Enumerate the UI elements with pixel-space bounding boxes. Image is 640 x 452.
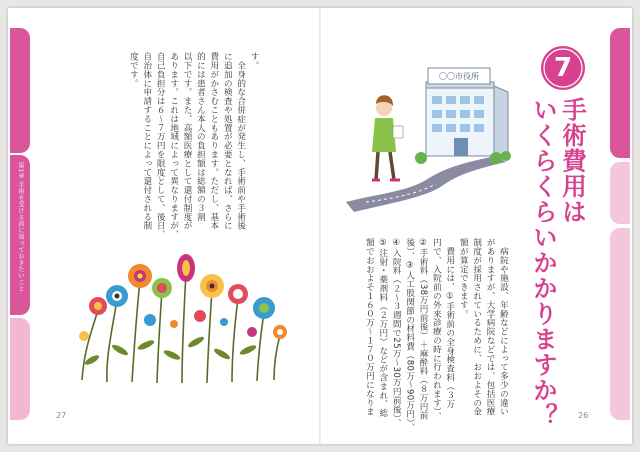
left-line: あります。これは地域によって異なりますが、 [168,52,179,239]
right-tab-bottom [610,228,630,420]
flower-illustration [62,250,292,390]
left-line: 的には患者さん本人の負担額は総額の３割 [195,52,206,222]
book-gutter [319,8,321,444]
chapter-caption: 第1章 手術を受ける前に知っておきたいこと [17,162,24,293]
right-body-text [362,238,509,432]
city-hall-sign: 〇〇市役所 [439,72,479,81]
page-number-left: 27 [56,411,67,420]
left-line: 自己負担分は６〜７万円を限度として、後日、 [155,52,166,239]
right-line: がありますが、大学病院などでは、包括医療 [485,238,496,416]
page-number-right: 26 [578,411,589,420]
right-line: ⑤注射・薬剤料（２万円）などが含まれ、総 [377,238,388,418]
section-number: 7 [553,53,573,83]
heading-line: 手術費用は [559,97,588,225]
right-line: ②手術料（38万円前後）＋麻酔料（８万円前 [418,238,429,421]
right-line: 額でおおよそ１６０万〜１７０万円になりま [364,238,375,416]
left-tab-top [10,28,30,153]
left-tab-bottom [10,318,30,420]
left-line: 度です。 [128,52,139,88]
left-line: に追加の検査や処置が必要となれば、さらに [222,52,233,230]
left-line: 以下です。また、高額医療として還付制度が [182,52,193,230]
right-line: 後）、③人工股関節の材料費（80万〜90万円）、 [404,238,415,432]
left-line: 自治体に申請することによって還付される制 [141,52,152,230]
right-line: 病院や施設、年齢などによって多少の違い [498,238,509,416]
right-line: 制度が採用されているために、おおよその金 [471,238,482,416]
right-tab-mid [610,162,630,224]
left-line: 全身的な合併症が発生し、手術前や手術後 [235,52,246,230]
right-line: ④入院料（２〜３週間で25万〜30万円前後）、 [391,238,402,428]
heading-line: いくらくらいかかりますか？ [530,97,559,429]
right-line: 円で、入院前の外来診療の時に行われます）、 [431,238,442,421]
left-line: 費用がかさむこともあります。ただし、基本 [208,52,219,230]
right-line: 費用には、①手術前の全身検査料（３万 [444,238,455,409]
right-tab-top [610,28,630,158]
left-line: す。 [249,52,260,70]
right-line: 額が算定できます。 [458,238,469,319]
